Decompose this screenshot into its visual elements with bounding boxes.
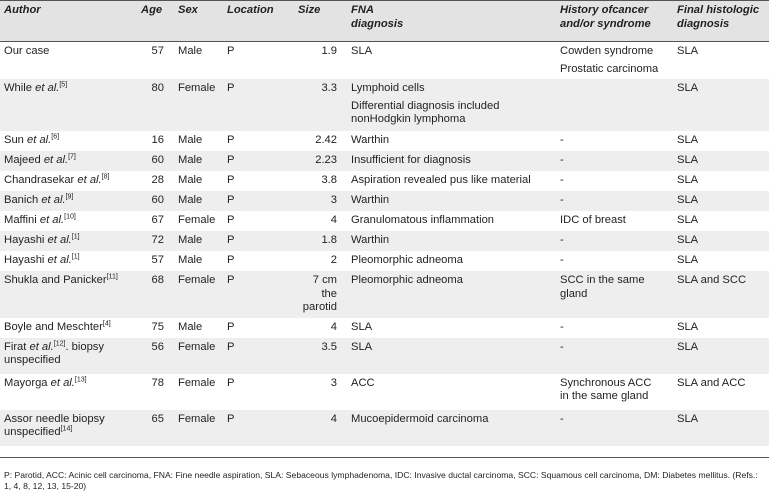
author-cell [0, 211, 137, 231]
final-value: SLA [677, 340, 699, 353]
fna-cell [347, 151, 556, 171]
author-ref: [14] [60, 425, 73, 433]
final-value: SLA and ACC [677, 376, 746, 389]
age-cell [137, 131, 174, 151]
author-name: Boyle and Meschter [4, 320, 103, 333]
sex-cell [174, 79, 223, 131]
age-value: 56 [151, 340, 164, 353]
table-row [0, 231, 769, 251]
author-name: Our case [4, 45, 50, 57]
table-row [0, 374, 769, 410]
history-value: - [560, 340, 564, 353]
sex-cell [174, 251, 223, 271]
et-al-text: et al. [27, 134, 52, 146]
sex-cell [174, 410, 223, 446]
fna-value: Granulomatous inflammation [351, 214, 495, 226]
age-value: 57 [151, 45, 164, 57]
final-value: SLA [677, 82, 699, 94]
author-suffix: . biopsy unspecified [4, 340, 104, 366]
size-value: 7 cm the [312, 274, 337, 300]
final-cell [673, 251, 769, 271]
age-cell [137, 318, 174, 338]
author-cell [0, 231, 137, 251]
location-cell [223, 251, 294, 271]
final-value: SLA [677, 194, 699, 206]
et-al-text: et al. [39, 214, 65, 226]
final-value: SLA [677, 234, 699, 246]
fna-cell [347, 374, 556, 410]
author-cell [0, 410, 137, 446]
author-name: Maffini et al. [4, 214, 65, 226]
author-name: Shukla and Panicker [4, 274, 107, 286]
fna-value: Pleomorphic adneoma [351, 254, 463, 266]
fna-cell [347, 131, 556, 151]
size-cell [294, 131, 347, 151]
sex-value: Male [178, 194, 203, 206]
fna-value: Insufficient for diagnosis [351, 154, 471, 166]
sex-value: Female [178, 214, 216, 226]
et-al-text: et al. [41, 194, 66, 206]
et-al-text: et al. [43, 154, 69, 166]
history-cell [556, 410, 673, 446]
fna-value: Aspiration revealed pus like material [351, 174, 531, 186]
author-ref: [4] [102, 319, 111, 327]
sex-value: Female [178, 376, 216, 389]
author-cell [0, 251, 137, 271]
table-row [0, 318, 769, 338]
sex-value: Female [178, 82, 216, 94]
sex-value: Male [178, 154, 203, 166]
sex-cell [174, 191, 223, 211]
age-cell [137, 410, 174, 446]
table-row [0, 171, 769, 191]
fna-value: Warthin [351, 194, 390, 206]
header-fna [347, 1, 556, 42]
fna-value: Lymphoid cells [351, 82, 425, 94]
history-value: - [560, 320, 564, 333]
age-cell [137, 271, 174, 318]
location-value: P [227, 174, 235, 186]
size-value: 1.8 [321, 234, 337, 246]
fna-value: SLA [351, 320, 373, 333]
header-row [0, 1, 769, 42]
size-value: 3.3 [321, 82, 337, 94]
history-value: IDC of breast [560, 214, 626, 226]
author-ref: [13] [74, 375, 87, 383]
location-cell [223, 151, 294, 171]
et-al-text: et al. [29, 340, 54, 353]
history-value-line2: gland [560, 287, 588, 300]
size-cell [294, 191, 347, 211]
fna-cell [347, 211, 556, 231]
author-ref: [12] [53, 339, 66, 347]
location-value: P [227, 340, 235, 353]
author-name: Majeed et al. [4, 154, 69, 166]
size-cell [294, 271, 347, 318]
et-al-text: et al. [77, 174, 102, 186]
author-name: Assor needle biopsy unspecified [4, 412, 105, 438]
table-row [0, 151, 769, 171]
fna-cell [347, 42, 556, 80]
size-value: 4 [330, 214, 337, 226]
sex-cell [174, 318, 223, 338]
author-ref: [11] [106, 273, 118, 281]
fna-cell [347, 410, 556, 446]
sex-value: Female [178, 412, 216, 425]
author-cell [0, 191, 137, 211]
history-cell [556, 374, 673, 410]
size-value: 1.9 [321, 45, 337, 57]
size-cell [294, 410, 347, 446]
size-cell [294, 79, 347, 131]
age-value: 65 [151, 412, 164, 425]
size-value: 4 [330, 320, 337, 333]
fna-value: SLA [351, 340, 373, 353]
history-cell [556, 211, 673, 231]
fna-cell [347, 318, 556, 338]
final-value: SLA [677, 174, 699, 186]
history-value: - [560, 134, 564, 146]
author-name: Banich et al. [4, 194, 66, 206]
header-history [556, 1, 673, 42]
history-value-line2: Prostatic carcinoma [560, 62, 659, 75]
author-name: Hayashi et al. [4, 254, 72, 266]
location-cell [223, 338, 294, 374]
size-value: 3.5 [321, 340, 337, 353]
final-value: SLA [677, 254, 699, 266]
size-value: 2.23 [315, 154, 337, 166]
age-value: 72 [151, 234, 164, 246]
author-ref: [1] [71, 253, 80, 261]
table-row [0, 191, 769, 211]
age-value: 16 [151, 134, 164, 146]
size-value: 4 [330, 412, 337, 425]
location-cell [223, 131, 294, 151]
age-value: 60 [151, 194, 164, 206]
et-al-text: et al. [50, 376, 75, 389]
fna-value: Warthin [351, 234, 390, 246]
age-cell [137, 211, 174, 231]
location-value: P [227, 194, 235, 206]
size-cell [294, 151, 347, 171]
size-value: 2.42 [315, 134, 337, 146]
history-cell [556, 251, 673, 271]
final-value: SLA [677, 412, 699, 425]
age-cell [137, 151, 174, 171]
author-ref: [10] [64, 213, 76, 221]
age-value: 60 [151, 154, 164, 166]
age-value: 75 [151, 320, 164, 333]
author-name: Sun et al. [4, 134, 52, 146]
fna-value: Warthin [351, 134, 390, 146]
location-value: P [227, 234, 235, 246]
sex-cell [174, 171, 223, 191]
header-age: Age [141, 4, 163, 16]
history-cell [556, 171, 673, 191]
final-value: SLA [677, 134, 699, 146]
final-value: SLA and SCC [677, 274, 747, 286]
fna-cell [347, 271, 556, 318]
table-row [0, 410, 769, 446]
author-ref: [1] [71, 233, 80, 241]
sex-cell [174, 151, 223, 171]
size-value-line2: parotid [302, 301, 337, 313]
age-cell [137, 374, 174, 410]
author-ref: [8] [101, 173, 110, 181]
table-footnote: P: Parotid, ACC: Acinic cell carcinoma, FNA: Fine needle aspiration, SLA: Sebaceous lymphadenoma, IDC: Invasive ductal carcinoma, SCC: Squamous cell carcinoma, DM: Diabetes mellitus. (Refs.: 1, 4, 8, 12, 13, 15-20) [4, 470, 758, 491]
location-value: P [227, 154, 235, 166]
history-value: - [560, 194, 564, 206]
table-row [0, 251, 769, 271]
fna-cell [347, 79, 556, 131]
size-value: 3.8 [321, 174, 337, 186]
fna-cell [347, 251, 556, 271]
final-cell [673, 271, 769, 318]
final-cell [673, 231, 769, 251]
final-cell [673, 338, 769, 374]
age-cell [137, 231, 174, 251]
location-value: P [227, 134, 235, 146]
size-value: 3 [330, 194, 337, 206]
fna-note: Differential diagnosis included nonHodgkin lymphoma [351, 99, 500, 125]
final-value: SLA [677, 45, 699, 57]
final-cell [673, 374, 769, 410]
final-cell [673, 42, 769, 80]
et-al-text: et al. [47, 254, 72, 266]
author-cell [0, 374, 137, 410]
table-row [0, 42, 769, 80]
history-cell [556, 338, 673, 374]
fna-value: Mucoepidermoid carcinoma [351, 412, 489, 425]
author-ref: [7] [68, 153, 76, 161]
history-value-line2: in the same gland [560, 390, 649, 402]
et-al-text: et al. [47, 234, 72, 246]
fna-cell [347, 231, 556, 251]
location-cell [223, 191, 294, 211]
author-cell [0, 131, 137, 151]
author-ref: [9] [65, 193, 74, 201]
author-name: Firat et al. [4, 340, 54, 353]
header-fna-line2: diagnosis [351, 17, 404, 30]
final-cell [673, 318, 769, 338]
location-cell [223, 79, 294, 131]
final-cell [673, 151, 769, 171]
age-value: 68 [151, 274, 164, 286]
author-name: Chandrasekar et al. [4, 174, 102, 186]
sex-cell [174, 338, 223, 374]
size-cell [294, 231, 347, 251]
age-cell [137, 191, 174, 211]
author-cell [0, 79, 137, 131]
table-row [0, 131, 769, 151]
fna-cell [347, 171, 556, 191]
location-cell [223, 171, 294, 191]
author-cell [0, 171, 137, 191]
size-value: 2 [330, 254, 337, 266]
age-value: 67 [151, 214, 164, 226]
final-value: SLA [677, 154, 699, 166]
author-cell [0, 42, 137, 80]
history-value: - [560, 412, 564, 425]
final-cell [673, 211, 769, 231]
location-cell [223, 42, 294, 80]
author-name: Mayorga et al. [4, 376, 75, 389]
final-value: SLA [677, 214, 699, 226]
size-cell [294, 251, 347, 271]
final-cell [673, 171, 769, 191]
table-row [0, 338, 769, 374]
fna-value: Pleomorphic adneoma [351, 274, 463, 286]
size-cell [294, 211, 347, 231]
history-cell [556, 79, 673, 131]
history-cell [556, 131, 673, 151]
fna-value: SLA [351, 45, 373, 57]
author-cell [0, 318, 137, 338]
table-body [0, 42, 769, 446]
history-value: - [560, 154, 564, 166]
age-value: 78 [151, 376, 164, 389]
author-cell [0, 151, 137, 171]
header-sex: Sex [178, 4, 198, 16]
history-cell [556, 231, 673, 251]
history-value: Cowden syndrome [560, 45, 654, 57]
author-name: While et al. [4, 82, 60, 94]
sex-value: Male [178, 45, 203, 57]
history-value: Synchronous ACC [560, 376, 652, 389]
location-value: P [227, 320, 235, 333]
location-value: P [227, 82, 235, 94]
size-cell [294, 374, 347, 410]
age-value: 80 [151, 82, 164, 94]
author-cell [0, 338, 137, 374]
location-cell [223, 231, 294, 251]
header-location: Location [227, 4, 274, 16]
sex-cell [174, 374, 223, 410]
location-cell [223, 318, 294, 338]
et-al-text: et al. [35, 82, 60, 94]
history-value: - [560, 174, 564, 186]
fna-value: ACC [351, 376, 375, 389]
header-final-line2: diagnosis [677, 17, 730, 30]
final-cell [673, 191, 769, 211]
history-cell [556, 271, 673, 318]
age-cell [137, 79, 174, 131]
author-ref: [5] [59, 81, 68, 89]
header-fna-line1: FNA [351, 4, 374, 16]
final-cell [673, 131, 769, 151]
history-value: - [560, 254, 564, 266]
size-value: 3 [330, 376, 337, 389]
location-value: P [227, 45, 235, 57]
history-cell [556, 318, 673, 338]
table-bottom-rule [0, 457, 769, 458]
history-cell [556, 191, 673, 211]
final-value: SLA [677, 320, 699, 333]
age-cell [137, 251, 174, 271]
sex-value: Female [178, 340, 216, 353]
sex-cell [174, 211, 223, 231]
table-row [0, 271, 769, 318]
sex-value: Male [178, 174, 203, 186]
location-value: P [227, 214, 235, 226]
history-value: - [560, 234, 564, 246]
age-value: 28 [151, 174, 164, 186]
sex-cell [174, 42, 223, 80]
sex-cell [174, 231, 223, 251]
history-cell [556, 151, 673, 171]
author-name: Hayashi et al. [4, 234, 72, 246]
header-final [673, 1, 769, 42]
table-row [0, 79, 769, 131]
final-cell [673, 410, 769, 446]
sex-value: Male [178, 320, 203, 333]
header-size: Size [298, 4, 321, 16]
location-value: P [227, 412, 235, 425]
age-cell [137, 42, 174, 80]
sex-value: Male [178, 134, 203, 146]
location-cell [223, 410, 294, 446]
age-cell [137, 338, 174, 374]
size-cell [294, 338, 347, 374]
sex-value: Male [178, 254, 203, 266]
size-cell [294, 42, 347, 80]
fna-cell [347, 338, 556, 374]
header-history-line1: History ofcancer [560, 4, 649, 16]
sex-cell [174, 271, 223, 318]
location-value: P [227, 254, 235, 266]
location-value: P [227, 274, 235, 286]
age-value: 57 [151, 254, 164, 266]
history-value: SCC in the same [560, 274, 645, 286]
sex-value: Male [178, 234, 203, 246]
location-cell [223, 211, 294, 231]
author-ref: [6] [51, 133, 60, 141]
header-author: Author [4, 4, 41, 16]
header-history-line2: and/or syndrome [560, 17, 651, 30]
sex-cell [174, 131, 223, 151]
history-cell [556, 42, 673, 80]
location-cell [223, 271, 294, 318]
fna-cell [347, 191, 556, 211]
header-final-line1: Final histologic [677, 4, 760, 16]
location-value: P [227, 376, 235, 389]
sex-value: Female [178, 274, 216, 286]
table-row [0, 211, 769, 231]
age-cell [137, 171, 174, 191]
size-cell [294, 171, 347, 191]
location-cell [223, 374, 294, 410]
final-cell [673, 79, 769, 131]
author-cell [0, 271, 137, 318]
size-cell [294, 318, 347, 338]
